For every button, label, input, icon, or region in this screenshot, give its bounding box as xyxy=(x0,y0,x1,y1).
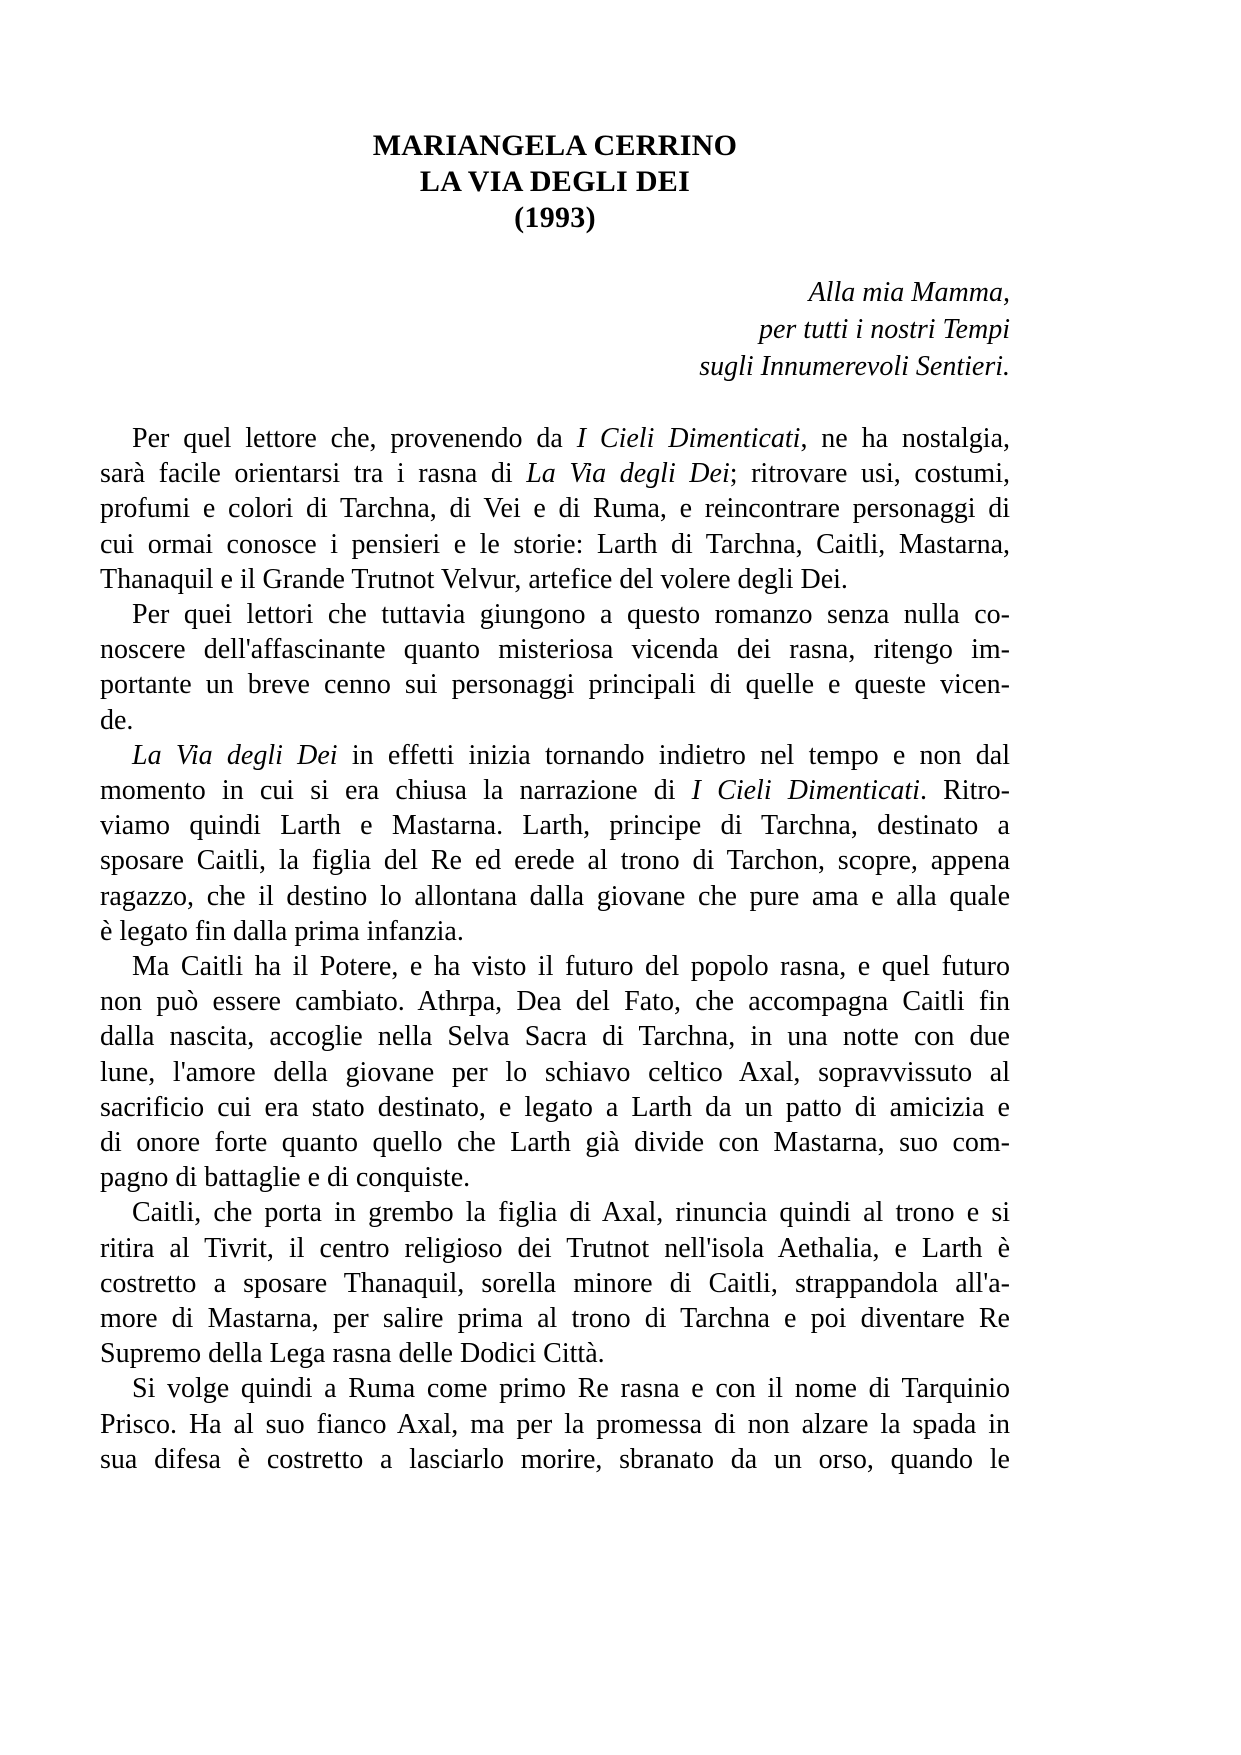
text-run: Caitli, che porta in grembo la figlia di Axal, rinuncia quindi al trono e si xyxy=(132,1197,1010,1229)
paragraph-4 xyxy=(100,949,1010,1195)
text-run: profumi e colori di Tarchna, di Vei e di Ruma, e reincontrare personaggi di xyxy=(100,493,1010,525)
text-run: Supremo della Lega rasna delle Dodici Città. xyxy=(100,1338,605,1370)
paragraph-3 xyxy=(100,738,1010,949)
text-run: de. xyxy=(100,704,134,736)
dedication-block xyxy=(100,274,1010,385)
page-content xyxy=(100,0,1010,1477)
text-line xyxy=(100,1336,1010,1371)
text-run: è legato fin dalla prima infanzia. xyxy=(100,915,464,947)
author-name: MARIANGELA CERRINO xyxy=(372,129,738,162)
text-run: Ma Caitli ha il Potere, e ha visto il futuro del popolo rasna, e quel futuro xyxy=(132,951,1010,983)
paragraph-5 xyxy=(100,1195,1010,1371)
body-text xyxy=(100,421,1010,1477)
text-line xyxy=(100,1407,1010,1442)
text-line xyxy=(100,562,1010,597)
text-run: sacrificio cui era stato destinato, e legato a Larth da un patto di amicizia e xyxy=(100,1091,1010,1123)
text-run: non può essere cambiato. Athrpa, Dea del Fato, che accompagna Caitli fin xyxy=(100,986,1010,1018)
text-line xyxy=(100,1442,1010,1477)
text-run: ragazzo, che il destino lo allontana dalla giovane che pure ama e alla quale xyxy=(100,880,1010,912)
text-line xyxy=(100,491,1010,526)
text-line xyxy=(100,667,1010,702)
text-run: sarà facile orientarsi tra i rasna di xyxy=(100,458,527,490)
text-run: more di Mastarna, per salire prima al trono di Tarchna e poi diventare Re xyxy=(100,1303,1010,1335)
text-line xyxy=(100,1195,1010,1230)
dedication-line-1: Alla mia Mamma, xyxy=(808,277,1010,308)
text-line xyxy=(100,738,1010,773)
italic-title: La Via degli Dei xyxy=(132,739,338,771)
dedication-line-2: per tutti i nostri Tempi xyxy=(758,314,1010,345)
text-run: ritira al Tivrit, il centro religioso dei Trutnot nell'isola Aethalia, e Larth è xyxy=(100,1232,1010,1264)
text-line xyxy=(100,1055,1010,1090)
italic-title: I Cieli Dimenticati xyxy=(576,423,801,454)
text-line xyxy=(100,773,1010,808)
paragraph-1 xyxy=(100,421,1010,597)
text-run: sua difesa è costretto a lasciarlo morire, sbranato da un orso, quando le xyxy=(100,1443,1010,1475)
text-run: dalla nascita, accoglie nella Selva Sacra di Tarchna, in una notte con due xyxy=(100,1021,1010,1053)
text-run: costretto a sposare Thanaquil, sorella minore di Caitli, strappandola all'a- xyxy=(100,1267,1010,1299)
text-line xyxy=(100,1266,1010,1301)
text-run: , ne ha nostalgia, xyxy=(800,423,1010,454)
text-run: cui ormai conosce i pensieri e le storie: Larth di Tarchna, Caitli, Mastarna, xyxy=(100,528,1010,560)
paragraph-6 xyxy=(100,1371,1010,1477)
text-line xyxy=(100,1125,1010,1160)
text-line xyxy=(100,456,1010,491)
text-run: in effetti inizia tornando indietro nel tempo e non dal xyxy=(337,739,1010,771)
text-run: Per quei lettori che tuttavia giungono a questo romanzo senza nulla co- xyxy=(132,599,1010,631)
text-run: portante un breve cenno sui personaggi principali di quelle e queste vicen- xyxy=(100,669,1010,701)
text-run: . Ritro- xyxy=(919,775,1010,807)
text-line xyxy=(100,843,1010,878)
text-line xyxy=(100,1371,1010,1406)
text-line xyxy=(100,879,1010,914)
text-line xyxy=(100,421,1010,456)
text-line xyxy=(100,914,1010,949)
book-title: LA VIA DEGLI DEI xyxy=(419,165,691,198)
text-line xyxy=(100,597,1010,632)
italic-title: I Cieli Dimenticati xyxy=(691,775,920,807)
text-line xyxy=(100,527,1010,562)
text-line xyxy=(100,632,1010,667)
text-line xyxy=(100,703,1010,738)
text-run: Prisco. Ha al suo fianco Axal, ma per la promessa di non alzare la spada in xyxy=(100,1408,1010,1440)
text-run: viamo quindi Larth e Mastarna. Larth, principe di Tarchna, destinato a xyxy=(100,810,1010,842)
dedication-line-3: sugli Innumerevoli Sentieri. xyxy=(699,351,1010,382)
text-run: di onore forte quanto quello che Larth già divide con Mastarna, suo com- xyxy=(100,1127,1010,1159)
text-run: Per quel lettore che, provenendo da xyxy=(132,423,577,454)
text-line xyxy=(100,984,1010,1019)
text-run: ; ritrovare usi, costumi, xyxy=(729,458,1010,490)
text-line xyxy=(100,1019,1010,1054)
text-run: lune, l'amore della giovane per lo schiavo celtico Axal, sopravvissuto al xyxy=(100,1056,1010,1088)
text-run: pagno di battaglie e di conquiste. xyxy=(100,1162,471,1194)
text-run: momento in cui si era chiusa la narrazione di xyxy=(100,775,692,807)
text-line xyxy=(100,1090,1010,1125)
publication-year: (1993) xyxy=(514,201,596,234)
text-line xyxy=(100,949,1010,984)
text-line xyxy=(100,1301,1010,1336)
text-line xyxy=(100,1160,1010,1195)
italic-title: La Via degli Dei xyxy=(526,458,730,490)
title-block xyxy=(100,0,1010,236)
text-run: sposare Caitli, la figlia del Re ed erede al trono di Tarchon, scopre, appena xyxy=(100,845,1010,877)
paragraph-2 xyxy=(100,597,1010,738)
text-line xyxy=(100,808,1010,843)
text-run: Thanaquil e il Grande Trutnot Velvur, artefice del volere degli Dei. xyxy=(100,563,848,595)
text-run: Si volge quindi a Ruma come primo Re rasna e con il nome di Tarquinio xyxy=(132,1373,1010,1405)
text-line xyxy=(100,1231,1010,1266)
text-run: noscere dell'affascinante quanto misteriosa vicenda dei rasna, ritengo im- xyxy=(100,634,1010,666)
